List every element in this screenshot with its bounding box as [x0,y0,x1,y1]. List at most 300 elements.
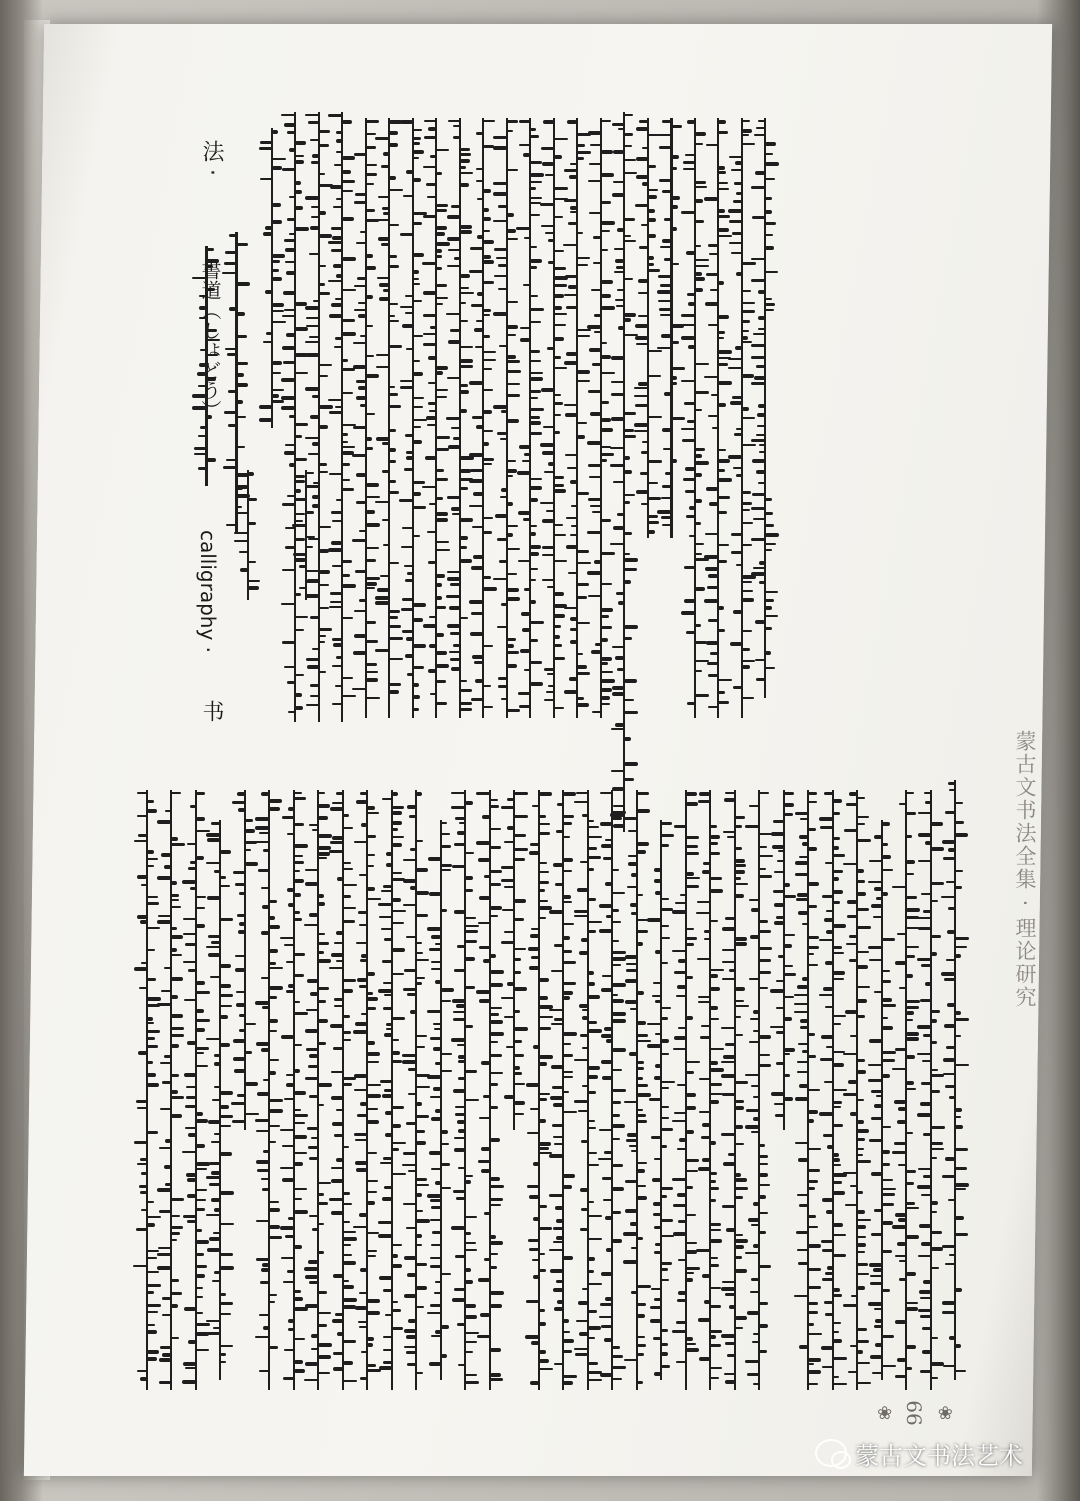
script-glyph [441,833,450,835]
script-glyph [332,1319,343,1323]
script-glyph [319,607,329,609]
script-glyph [295,693,302,697]
script-glyph [899,1260,906,1262]
script-glyph [171,881,177,885]
script-glyph [906,1307,918,1311]
script-glyph [635,324,648,328]
script-glyph [871,904,882,908]
script-glyph [695,181,706,184]
script-glyph [361,954,367,958]
script-glyph [392,792,398,796]
script-glyph [367,1299,380,1303]
script-glyph [581,1208,588,1211]
script-glyph [604,1027,612,1031]
script-glyph [742,120,750,122]
script-glyph [460,546,467,549]
script-glyph [269,1059,279,1061]
script-glyph [624,532,632,535]
script-glyph [507,469,517,473]
script-glyph [742,630,752,632]
script-glyph [190,861,196,864]
script-glyph [354,610,366,612]
script-glyph [539,1322,546,1326]
script-glyph [436,297,448,299]
script-glyph [678,1027,686,1029]
script-glyph [160,1346,171,1349]
script-glyph [455,1106,465,1108]
script-glyph [601,355,611,359]
script-glyph [498,685,507,688]
script-glyph [266,332,272,335]
script-glyph [427,1194,441,1198]
script-glyph [677,1193,686,1197]
lower-text-column [651,820,671,1380]
script-glyph [272,220,282,224]
script-glyph [294,911,300,914]
script-glyph [212,1280,220,1282]
script-glyph [212,1099,220,1101]
script-glyph [342,368,355,371]
script-glyph [507,301,518,303]
script-glyph [307,665,319,669]
script-glyph [751,1131,759,1133]
script-glyph [460,559,472,563]
script-glyph [306,1048,318,1051]
script-glyph [389,189,403,191]
script-glyph [695,694,709,697]
upper-text-column [356,118,376,718]
script-glyph [361,1351,367,1353]
script-glyph [294,1114,308,1117]
script-glyph [635,204,648,207]
script-glyph [331,953,343,957]
script-glyph [433,1087,441,1091]
script-glyph [236,282,250,286]
script-glyph [342,359,348,362]
script-glyph [333,1274,343,1278]
script-glyph [554,138,568,140]
script-glyph [808,1119,814,1123]
script-glyph [255,1336,269,1338]
script-glyph [416,1263,427,1266]
script-glyph [214,1054,220,1057]
script-glyph [504,1095,514,1099]
script-glyph [483,230,490,232]
script-glyph [923,1034,931,1037]
script-glyph [236,243,248,246]
script-glyph [735,1005,749,1007]
script-glyph [765,153,773,155]
script-glyph [402,630,413,633]
script-glyph [507,419,519,423]
script-glyph [553,1241,563,1243]
script-glyph [234,532,248,534]
script-glyph [539,906,552,910]
script-glyph [784,944,792,948]
script-glyph [427,1010,441,1013]
script-glyph [664,258,671,261]
script-glyph [196,991,210,994]
script-glyph [356,800,367,804]
script-glyph [708,674,718,677]
script-glyph [261,1268,269,1272]
script-glyph [465,1242,476,1244]
script-glyph [457,945,465,948]
script-glyph [328,280,342,282]
script-glyph [661,1039,669,1043]
script-glyph [427,424,436,426]
script-glyph [236,416,246,418]
script-glyph [318,987,329,990]
script-glyph [695,448,705,451]
script-glyph [577,264,588,266]
script-glyph [501,941,514,944]
script-glyph [490,828,501,830]
script-glyph [931,1069,938,1071]
script-glyph [367,1201,375,1205]
script-glyph [530,173,544,177]
script-glyph [611,356,624,360]
script-glyph [945,1085,955,1088]
script-glyph [827,1145,833,1149]
script-glyph [404,1346,416,1348]
script-glyph [318,1182,331,1184]
script-glyph [413,222,422,225]
script-glyph [402,1054,416,1057]
script-glyph [305,114,319,116]
script-glyph [955,937,969,940]
script-glyph [196,856,204,860]
script-glyph [530,661,542,664]
script-glyph [630,1008,637,1010]
script-glyph [256,1130,269,1132]
script-glyph [685,154,695,156]
script-glyph [343,895,351,898]
script-glyph [514,1101,525,1105]
script-glyph [429,948,441,951]
script-glyph [367,898,381,900]
script-glyph [820,1058,833,1061]
script-glyph [465,957,475,961]
script-glyph [220,1105,229,1109]
script-glyph [147,1216,161,1218]
script-glyph [280,1226,294,1230]
script-glyph [601,459,607,462]
script-glyph [638,382,648,386]
script-glyph [750,935,759,939]
script-glyph [456,1004,465,1008]
script-glyph [639,120,648,123]
script-glyph [539,1309,545,1312]
script-glyph [627,886,637,888]
script-glyph [319,628,332,631]
upper-text-column [403,118,423,718]
script-glyph [615,299,624,301]
script-glyph [165,810,171,812]
script-glyph [353,1030,367,1034]
script-glyph [655,1033,661,1035]
script-glyph [554,394,561,396]
script-glyph [906,1055,915,1059]
script-glyph [659,308,671,311]
script-glyph [624,435,636,438]
lower-text-column [602,790,622,1390]
script-glyph [718,459,730,463]
script-glyph [343,1146,349,1148]
script-glyph [493,182,507,185]
script-glyph [436,149,449,151]
lower-text-column [823,790,843,1390]
script-glyph [661,1017,668,1020]
script-glyph [797,893,808,897]
script-glyph [196,1287,203,1289]
script-glyph [725,917,735,920]
script-glyph [530,161,542,164]
script-glyph [658,300,671,302]
script-glyph [332,236,342,240]
script-glyph [919,1290,931,1294]
script-glyph [329,473,342,475]
script-glyph [429,1362,441,1366]
script-glyph [294,861,304,864]
script-glyph [614,271,624,273]
script-glyph [704,1300,710,1304]
script-glyph [318,1019,328,1023]
script-glyph [281,1257,294,1259]
script-glyph [196,924,205,928]
script-glyph [137,815,147,817]
script-glyph [857,1273,869,1275]
script-glyph [774,871,784,873]
script-glyph [742,341,752,343]
script-glyph [239,1029,245,1032]
script-glyph [295,435,302,438]
script-glyph [360,1268,367,1272]
script-glyph [441,909,447,912]
script-glyph [342,257,356,261]
script-glyph [282,569,295,571]
script-glyph [294,1012,308,1015]
script-glyph [570,480,577,484]
script-glyph [352,454,366,457]
script-glyph [704,197,718,201]
script-glyph [196,907,205,909]
script-glyph [833,877,839,881]
script-glyph [808,1244,821,1248]
script-glyph [514,948,526,950]
script-glyph [269,986,283,990]
script-glyph [465,1381,479,1384]
script-glyph [554,337,564,341]
script-glyph [147,1004,160,1007]
script-glyph [366,183,374,185]
script-glyph [367,806,375,810]
script-glyph [310,616,319,619]
script-glyph [422,262,436,265]
script-glyph [190,887,196,890]
script-glyph [754,376,765,380]
script-glyph [280,1129,294,1131]
script-glyph [530,579,536,581]
script-glyph [710,835,720,839]
script-glyph [808,1323,814,1326]
script-glyph [526,1083,539,1087]
script-glyph [404,468,413,471]
script-glyph [147,1324,155,1326]
script-glyph [171,1114,182,1118]
script-glyph [672,1330,686,1333]
script-glyph [612,1069,622,1071]
script-glyph [490,1177,500,1181]
script-glyph [664,392,671,396]
script-glyph [588,1283,602,1285]
script-glyph [499,345,507,347]
script-glyph [710,1141,716,1145]
script-glyph [611,393,624,396]
script-glyph [751,279,765,282]
script-glyph [318,942,329,945]
script-glyph [833,1294,842,1297]
script-glyph [708,244,718,247]
script-glyph [906,1088,916,1090]
script-glyph [171,792,181,794]
script-glyph [272,254,285,258]
script-glyph [305,1275,318,1279]
script-glyph [728,367,742,369]
script-glyph [280,937,294,939]
script-glyph [465,1180,471,1184]
script-glyph [382,519,389,521]
script-glyph [742,262,756,265]
script-glyph [661,1279,669,1281]
script-glyph [563,822,572,825]
script-glyph [392,922,404,924]
script-glyph [269,1225,280,1229]
script-glyph [624,568,637,571]
script-glyph [285,527,295,529]
script-glyph [400,306,413,308]
script-glyph [613,150,624,154]
script-glyph [265,290,272,294]
script-glyph [588,856,601,859]
script-glyph [520,338,530,342]
script-glyph [465,930,478,933]
script-glyph [671,155,679,159]
script-glyph [329,850,343,853]
script-glyph [295,327,308,331]
script-glyph [295,423,308,426]
script-glyph [366,447,373,450]
script-glyph [147,1037,155,1040]
script-glyph [483,240,494,244]
script-glyph [400,233,413,236]
script-glyph [413,300,422,302]
script-glyph [171,948,177,952]
script-glyph [367,1094,381,1098]
script-glyph [736,564,742,566]
script-glyph [310,992,318,996]
script-glyph [236,494,250,498]
lower-text-column [627,790,647,1390]
script-glyph [808,1363,814,1365]
script-glyph [436,389,448,391]
script-glyph [548,239,554,242]
script-glyph [379,297,389,301]
script-glyph [524,453,530,456]
script-glyph [465,801,473,805]
script-glyph [554,489,566,493]
script-glyph [272,203,281,207]
script-glyph [272,277,282,281]
script-glyph [206,248,214,251]
script-glyph [436,549,450,551]
ornament-icon: ❀ [937,1402,953,1424]
script-glyph [718,606,724,610]
script-glyph [183,933,196,935]
script-glyph [196,1144,205,1148]
script-glyph [857,1210,865,1214]
script-glyph [678,959,686,963]
script-glyph [784,973,796,976]
script-glyph [637,1120,647,1123]
script-glyph [772,845,784,849]
script-glyph [941,896,955,898]
script-glyph [577,697,584,700]
script-glyph [710,1344,721,1347]
script-glyph [765,606,772,610]
script-glyph [141,962,147,964]
script-glyph [833,1234,846,1236]
script-glyph [742,522,753,524]
script-glyph [765,627,772,630]
script-glyph [624,456,630,460]
script-glyph [955,1125,963,1129]
script-glyph [423,333,436,335]
script-glyph [931,1201,938,1205]
author-column [296,470,316,600]
script-glyph [430,1304,441,1307]
script-glyph [386,1023,392,1026]
script-glyph [329,606,342,608]
script-glyph [281,406,295,410]
script-glyph [401,608,413,611]
script-glyph [164,967,171,969]
script-glyph [602,1177,612,1180]
script-glyph [465,1268,471,1272]
script-glyph [354,1133,367,1136]
script-glyph [931,935,941,938]
script-glyph [759,451,765,453]
script-glyph [843,1304,857,1307]
script-glyph [661,1081,675,1083]
script-glyph [648,256,654,260]
script-glyph [758,482,765,484]
script-glyph [342,332,356,336]
script-glyph [726,1228,735,1232]
script-glyph [366,621,376,624]
script-glyph [483,458,494,461]
script-glyph [699,1357,710,1361]
script-stem [783,790,785,1130]
script-glyph [530,181,542,183]
script-glyph [295,155,304,157]
script-glyph [436,478,448,481]
script-glyph [305,882,318,886]
script-glyph [895,1375,906,1378]
script-glyph [636,490,648,494]
script-glyph [722,949,735,951]
script-glyph [400,380,413,382]
